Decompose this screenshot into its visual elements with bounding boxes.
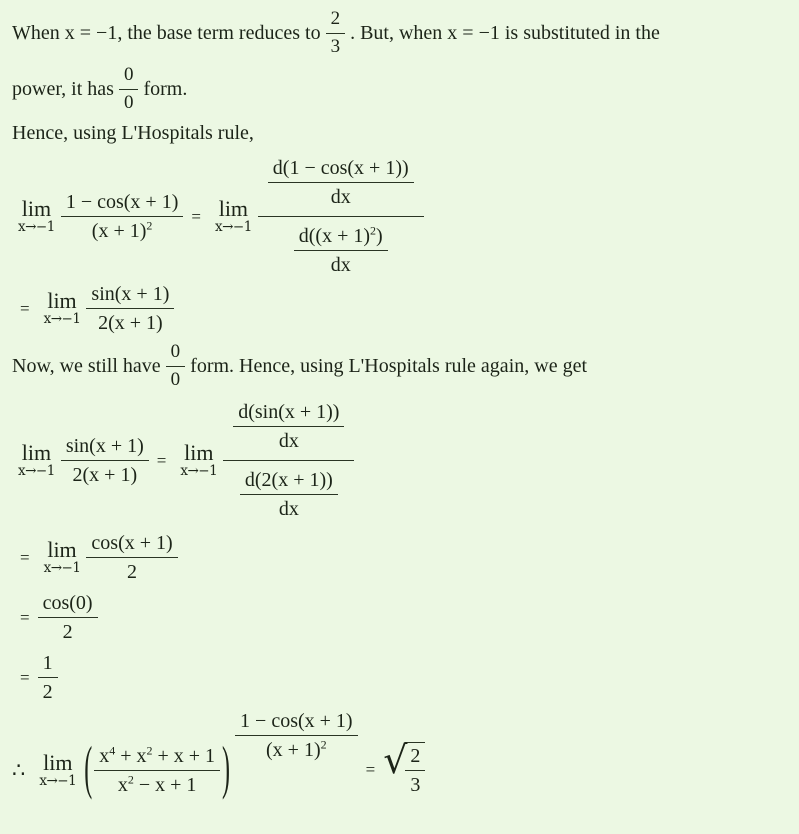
equation-cos0-over-2 — [12, 590, 787, 645]
fraction — [38, 590, 98, 645]
therefore-symbol: ∴ — [12, 758, 26, 782]
term: x — [117, 773, 128, 796]
fraction-zero-zero — [166, 340, 186, 392]
limit-word: lim — [184, 440, 214, 466]
fraction-denominator: dx — [330, 254, 351, 276]
equation-result-step2 — [12, 530, 787, 585]
fraction-numerator: 0 — [119, 63, 139, 90]
paragraph1-line2 — [12, 61, 787, 117]
nested-fraction-rhs — [223, 398, 354, 523]
hence-line: Hence, using L'Hospitals rule, — [12, 122, 254, 144]
fraction-denominator: 2(x + 1) — [72, 464, 138, 486]
fraction-denominator — [261, 736, 332, 763]
fraction-numerator: 0 — [166, 340, 186, 367]
fraction-denominator: dx — [278, 430, 299, 452]
close-paren: ) — [222, 738, 231, 802]
square-root-expression — [383, 738, 425, 798]
limit-operator — [215, 197, 252, 236]
outer-numerator — [223, 398, 354, 461]
fraction-lhs — [61, 189, 184, 244]
equals-sign: = — [365, 760, 376, 779]
limit-operator — [44, 538, 81, 577]
limit-operator — [18, 441, 55, 480]
fraction-lhs — [61, 433, 149, 488]
superscript: 2 — [370, 223, 377, 238]
fraction-numerator: sin(x + 1) — [61, 433, 149, 461]
paragraph2 — [12, 338, 787, 394]
fraction-numerator: cos(x + 1) — [86, 530, 177, 558]
derivative-fraction-bottom — [240, 467, 338, 522]
equals-sign: = — [20, 298, 30, 318]
fraction-numerator: 2 — [405, 742, 425, 771]
fraction-numerator: 1 − cos(x + 1) — [235, 708, 358, 736]
superscript: 2 — [127, 771, 134, 786]
fraction-numerator — [94, 743, 220, 771]
derivative-fraction-top — [268, 155, 414, 210]
open-paren: ( — [84, 738, 93, 802]
equation-conclusion — [12, 709, 787, 802]
outer-denominator — [230, 461, 348, 523]
equals-sign: = — [191, 206, 201, 226]
base-fraction — [94, 743, 220, 798]
fraction-denominator: 2 — [42, 681, 53, 703]
limit-subscript: x→−1 — [43, 560, 81, 577]
term: + x + 1 — [152, 744, 216, 767]
den-base: (x + 1) — [91, 220, 147, 242]
limit-operator — [39, 751, 76, 790]
equation-result-step1 — [12, 281, 787, 336]
paragraph1-line1 — [12, 5, 787, 61]
limit-subscript: x→−1 — [43, 311, 81, 328]
term: + x — [115, 744, 147, 767]
result-fraction — [405, 742, 425, 798]
equation-lhopital-step2 — [12, 398, 787, 523]
fraction-numerator: sin(x + 1) — [86, 281, 174, 309]
fraction-denominator: 2(x + 1) — [98, 312, 163, 334]
fraction-denominator: 2 — [62, 621, 73, 643]
fraction-numerator — [294, 223, 388, 251]
text-segment: . But, when x = −1 is substituted in the — [350, 21, 660, 44]
text-segment: power, it has — [12, 77, 114, 100]
outer-numerator — [258, 154, 424, 217]
outer-denominator — [284, 217, 398, 279]
limit-operator — [44, 289, 81, 328]
exponent-fraction — [235, 708, 358, 763]
superscript: 2 — [146, 218, 153, 233]
equals-sign: = — [20, 667, 30, 687]
limit-word: lim — [218, 196, 249, 222]
fraction-zero-zero — [119, 63, 139, 115]
limit-word: lim — [21, 440, 52, 466]
fraction-numerator: d(2(x + 1)) — [240, 467, 338, 495]
text-segment: Now, we still have — [12, 354, 161, 377]
equation-one-half — [12, 650, 787, 705]
limit-subscript: x→−1 — [180, 463, 218, 480]
term: − x + 1 — [133, 773, 197, 796]
fraction-denominator: 0 — [123, 91, 134, 113]
equals-sign: = — [156, 450, 167, 470]
fraction-numerator: d(1 − cos(x + 1)) — [268, 155, 414, 183]
num-pre: d((x + 1) — [298, 225, 371, 247]
fraction-denominator: 0 — [170, 368, 181, 390]
fraction-denominator: 3 — [410, 774, 421, 796]
fraction — [38, 650, 58, 705]
text-segment: form. Hence, using L'Hospitals rule again, we get — [190, 354, 587, 377]
limit-word: lim — [47, 288, 77, 314]
derivative-fraction-top — [233, 399, 344, 454]
limit-operator — [180, 441, 217, 480]
text-segment: When x = −1, the base term reduces to — [12, 21, 321, 44]
fraction-denominator: dx — [330, 186, 351, 208]
fraction-denominator: 3 — [330, 35, 341, 57]
text-segment: form. — [143, 77, 188, 100]
limit-word: lim — [47, 537, 77, 563]
derivative-fraction-bottom — [294, 223, 388, 278]
fraction-numerator: 1 − cos(x + 1) — [61, 189, 184, 217]
fraction-denominator — [113, 771, 202, 798]
equation-lhopital-step1 — [12, 154, 787, 279]
fraction-denominator: 2 — [127, 561, 138, 583]
radical-icon: √ — [383, 738, 408, 782]
limit-subscript: x→−1 — [18, 463, 55, 480]
fraction-denominator: dx — [278, 498, 299, 520]
limit-subscript: x→−1 — [214, 219, 252, 236]
den-base: (x + 1) — [266, 738, 321, 761]
fraction-numerator: d(sin(x + 1)) — [233, 399, 344, 427]
fraction-numerator: 1 — [38, 650, 58, 678]
limit-operator — [18, 197, 55, 236]
fraction — [86, 530, 177, 585]
equals-sign: = — [20, 607, 30, 627]
nested-fraction-rhs — [258, 154, 424, 279]
superscript: 2 — [320, 736, 327, 751]
fraction-numerator: cos(0) — [38, 590, 98, 618]
fraction-numerator: 2 — [326, 7, 346, 34]
fraction-denominator — [87, 217, 158, 244]
limit-subscript: x→−1 — [39, 772, 77, 789]
limit-subscript: x→−1 — [18, 219, 55, 236]
equals-sign: = — [20, 547, 30, 567]
superscript: 4 — [109, 742, 116, 757]
fraction — [86, 281, 174, 336]
limit-word: lim — [21, 196, 52, 222]
num-post: ) — [376, 225, 383, 247]
fraction-two-thirds — [326, 7, 346, 59]
superscript: 2 — [146, 742, 153, 757]
term: x — [99, 744, 110, 767]
limit-word: lim — [43, 749, 73, 775]
